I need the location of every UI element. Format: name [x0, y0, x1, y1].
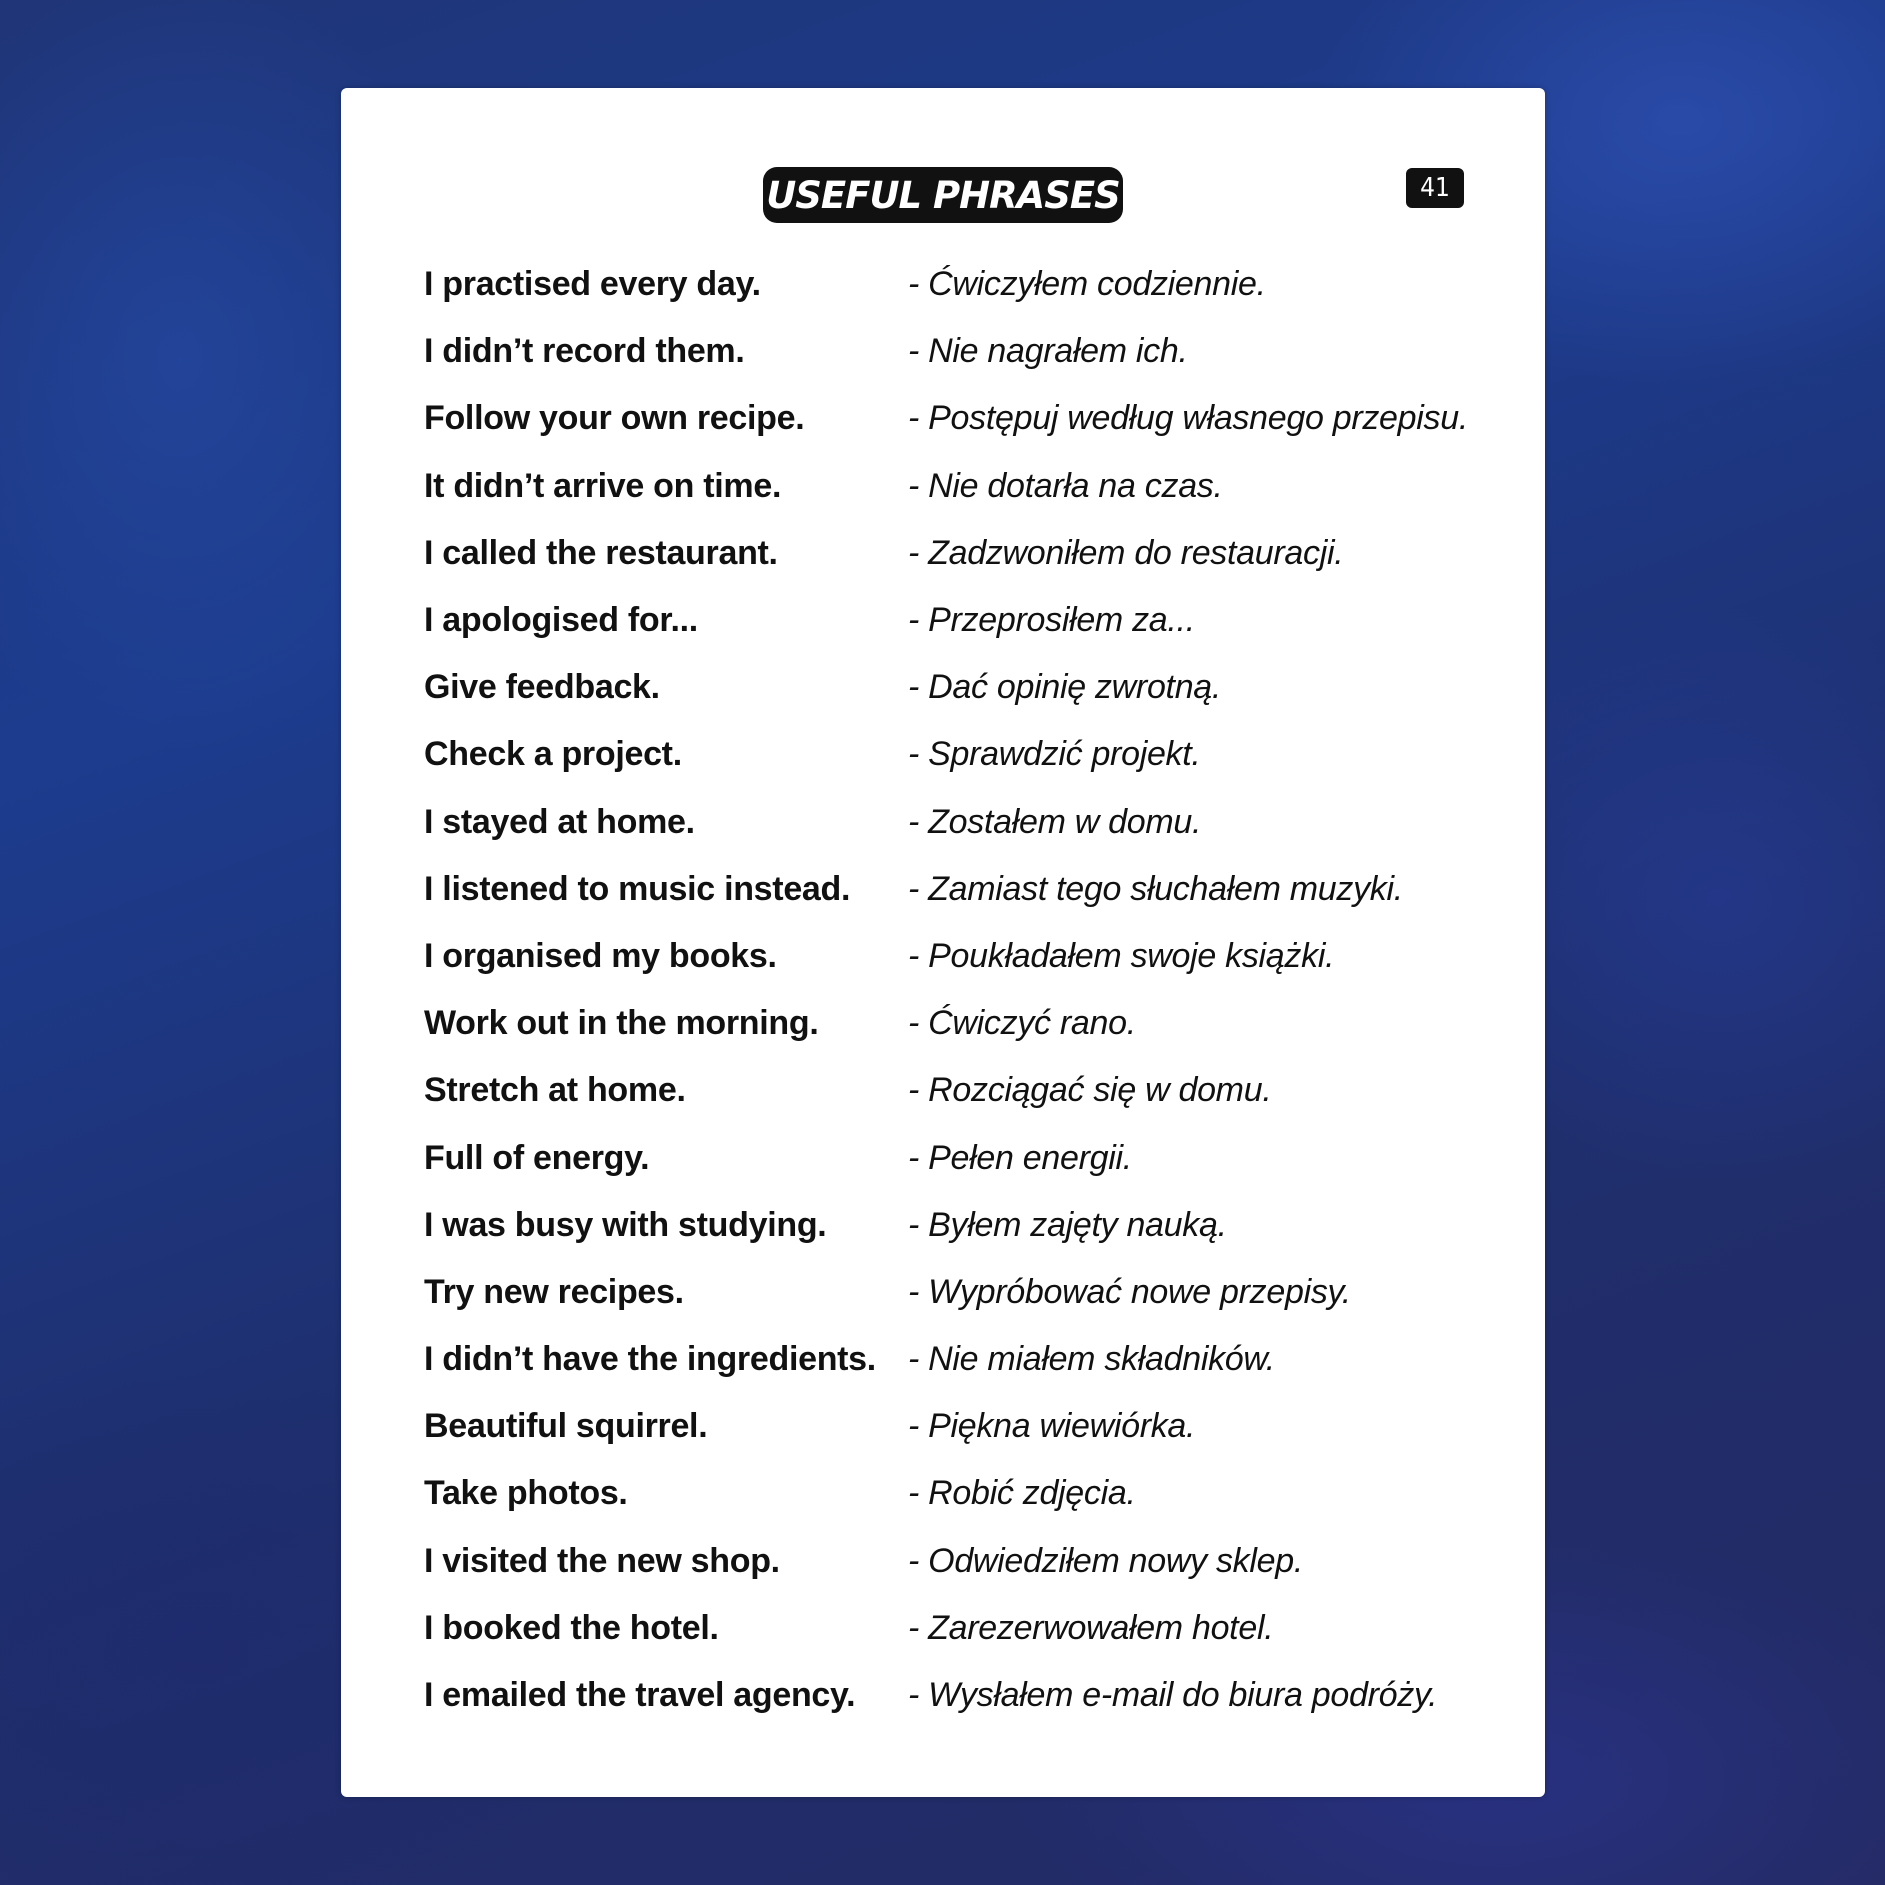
polish-translation: - Nie miałem składników.	[908, 1340, 1275, 1379]
phrase-row	[424, 520, 1514, 587]
english-phrase: Work out in the morning.	[424, 1004, 819, 1043]
polish-translation: - Ćwiczyć rano.	[908, 1004, 1136, 1043]
english-phrase: I visited the new shop.	[424, 1541, 780, 1580]
english-phrase: Try new recipes.	[424, 1272, 684, 1311]
phrase-row	[424, 1326, 1514, 1393]
english-phrase: I practised every day.	[424, 265, 761, 304]
phrase-list	[424, 251, 1514, 1729]
english-phrase: Full of energy.	[424, 1138, 650, 1177]
phrase-row	[424, 1460, 1514, 1527]
polish-translation: - Piękna wiewiórka.	[908, 1407, 1196, 1446]
phrase-row	[424, 1124, 1514, 1191]
polish-translation: - Nie nagrałem ich.	[908, 332, 1188, 371]
phrase-row	[424, 856, 1514, 923]
phrase-row	[424, 721, 1514, 788]
phrase-row	[424, 385, 1514, 452]
polish-translation: - Nie dotarła na czas.	[908, 466, 1223, 505]
english-phrase: I listened to music instead.	[424, 869, 851, 908]
english-phrase: Check a project.	[424, 735, 682, 774]
polish-translation: - Wypróbować nowe przepisy.	[908, 1272, 1351, 1311]
english-phrase: Beautiful squirrel.	[424, 1407, 708, 1446]
english-phrase: Give feedback.	[424, 668, 660, 707]
english-phrase: Follow your own recipe.	[424, 399, 805, 438]
polish-translation: - Ćwiczyłem codziennie.	[908, 265, 1266, 304]
phrase-row	[424, 1259, 1514, 1326]
english-phrase: I stayed at home.	[424, 802, 695, 841]
english-phrase: I apologised for...	[424, 601, 698, 640]
page-number-badge: 41	[1406, 168, 1464, 208]
english-phrase: I organised my books.	[424, 936, 777, 975]
polish-translation: - Wysłałem e-mail do biura podróży.	[908, 1676, 1438, 1715]
phrase-row	[424, 1393, 1514, 1460]
english-phrase: I was busy with studying.	[424, 1205, 827, 1244]
polish-translation: - Pełen energii.	[908, 1138, 1132, 1177]
phrase-row	[424, 654, 1514, 721]
polish-translation: - Przeprosiłem za...	[908, 601, 1195, 640]
polish-translation: - Robić zdjęcia.	[908, 1474, 1136, 1513]
english-phrase: Take photos.	[424, 1474, 628, 1513]
phrase-row	[424, 789, 1514, 856]
phrase-row	[424, 923, 1514, 990]
polish-translation: - Zadzwoniłem do restauracji.	[908, 533, 1344, 572]
polish-translation: - Dać opinię zwrotną.	[908, 668, 1222, 707]
phrase-row	[424, 1528, 1514, 1595]
phrase-row	[424, 1595, 1514, 1662]
phrase-row	[424, 1662, 1514, 1729]
english-phrase: I didn’t have the ingredients.	[424, 1340, 876, 1379]
english-phrase: Stretch at home.	[424, 1071, 686, 1110]
polish-translation: - Odwiedziłem nowy sklep.	[908, 1541, 1303, 1580]
phrase-row	[424, 990, 1514, 1057]
phrase-row	[424, 453, 1514, 520]
english-phrase: I emailed the travel agency.	[424, 1676, 856, 1715]
phrase-card	[341, 88, 1545, 1797]
phrase-row	[424, 1192, 1514, 1259]
english-phrase: It didn’t arrive on time.	[424, 466, 782, 505]
polish-translation: - Zostałem w domu.	[908, 802, 1202, 841]
phrase-row	[424, 251, 1514, 318]
polish-translation: - Rozciągać się w domu.	[908, 1071, 1272, 1110]
polish-translation: - Poukładałem swoje książki.	[908, 936, 1335, 975]
polish-translation: - Byłem zajęty nauką.	[908, 1205, 1227, 1244]
phrase-row	[424, 318, 1514, 385]
english-phrase: I called the restaurant.	[424, 533, 778, 572]
phrase-row	[424, 1057, 1514, 1124]
polish-translation: - Sprawdzić projekt.	[908, 735, 1201, 774]
polish-translation: - Zamiast tego słuchałem muzyki.	[908, 869, 1403, 908]
english-phrase: I booked the hotel.	[424, 1608, 719, 1647]
phrase-row	[424, 587, 1514, 654]
page-title: USEFUL PHRASES	[763, 167, 1123, 223]
polish-translation: - Postępuj według własnego przepisu.	[908, 399, 1468, 438]
polish-translation: - Zarezerwowałem hotel.	[908, 1608, 1274, 1647]
english-phrase: I didn’t record them.	[424, 332, 745, 371]
